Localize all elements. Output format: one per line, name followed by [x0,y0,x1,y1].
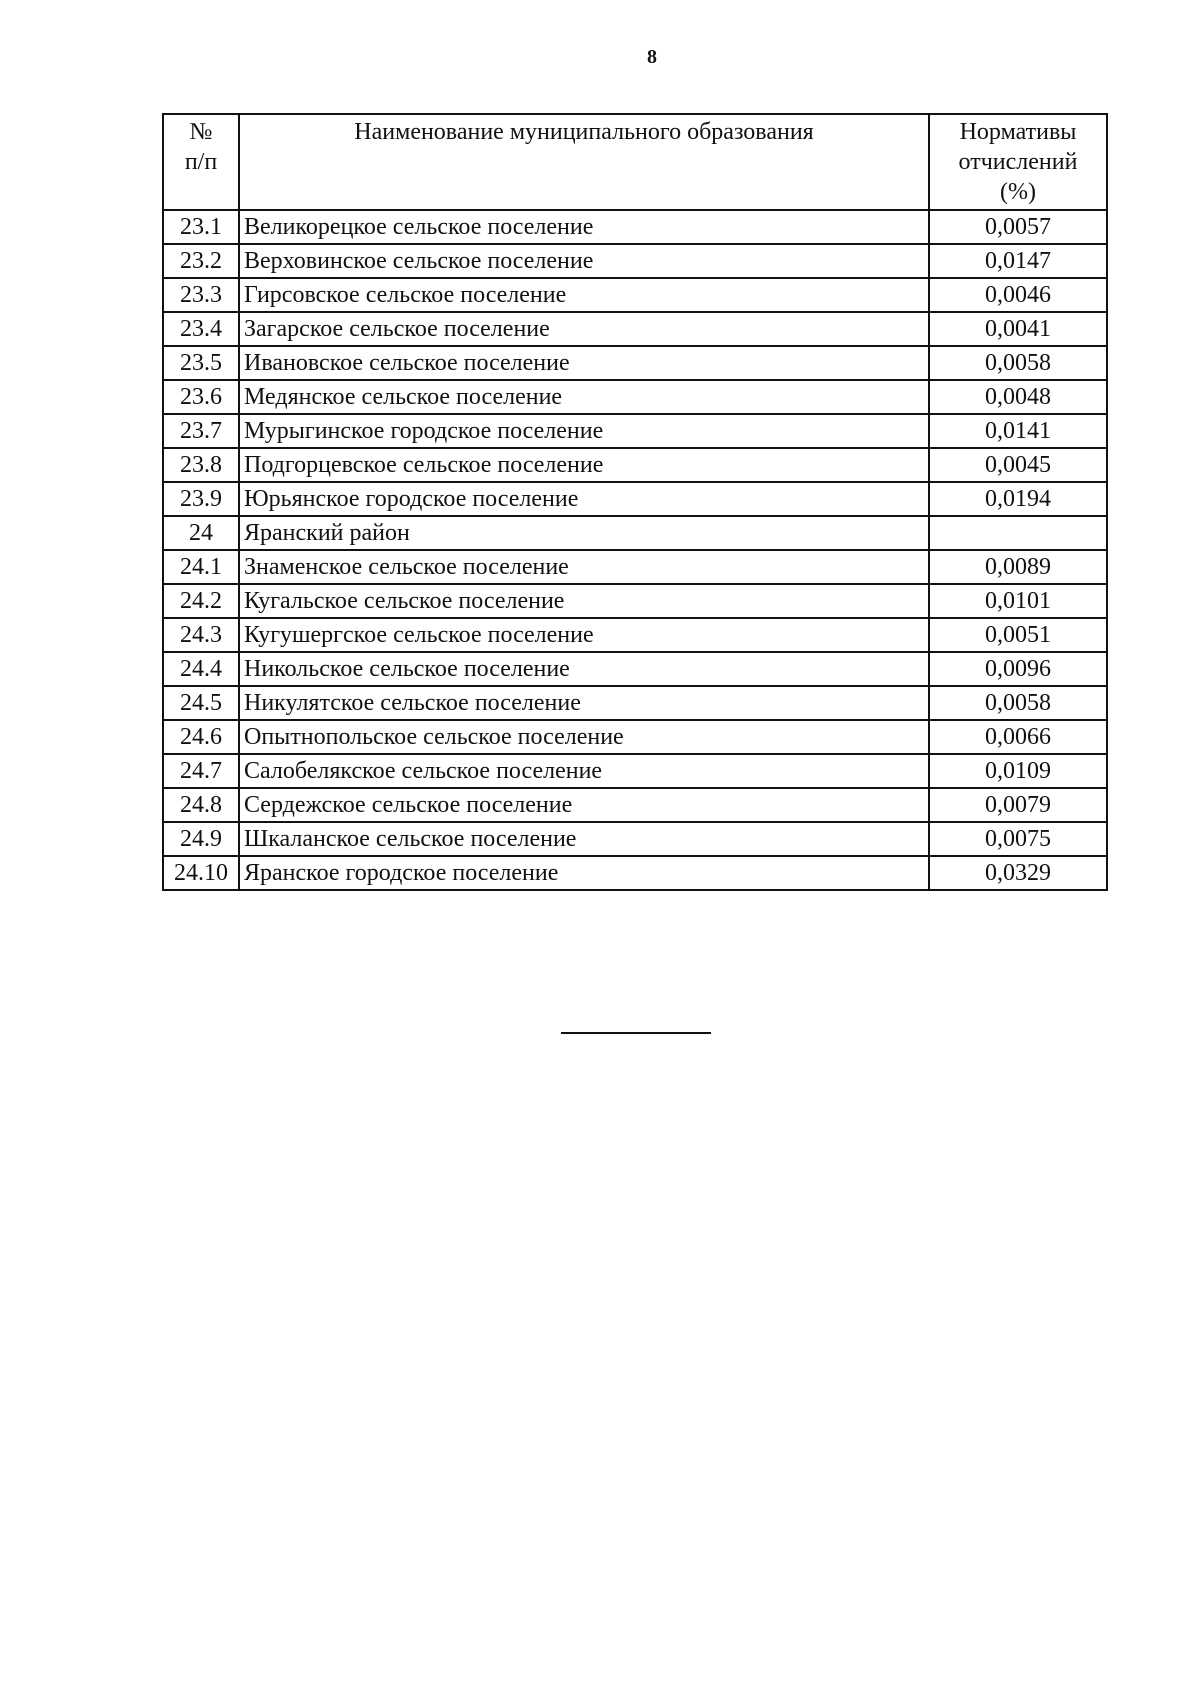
row-norm-value [929,516,1107,550]
table-body [163,210,1107,890]
row-municipality: Юрьянское городское поселение [239,482,929,516]
row-number: 24.7 [163,754,239,788]
row-number: 23.2 [163,244,239,278]
row-number: 24.4 [163,652,239,686]
row-municipality: Сердежское сельское поселение [239,788,929,822]
row-number: 24 [163,516,239,550]
header-allocation-norms [929,114,1107,210]
table-row [163,414,1107,448]
row-municipality: Никулятское сельское поселение [239,686,929,720]
row-municipality: Великорецкое сельское поселение [239,210,929,244]
row-number: 24.5 [163,686,239,720]
row-number: 24.10 [163,856,239,890]
row-norm-value: 0,0045 [929,448,1107,482]
header-value-line2: отчислений [958,149,1078,175]
row-norm-value: 0,0075 [929,822,1107,856]
table-row [163,482,1107,516]
row-number: 24.8 [163,788,239,822]
row-municipality: Опытнопольское сельское поселение [239,720,929,754]
table-row [163,788,1107,822]
row-municipality: Шкаланское сельское поселение [239,822,929,856]
row-number: 23.3 [163,278,239,312]
table-row [163,584,1107,618]
row-number: 24.3 [163,618,239,652]
table-row [163,652,1107,686]
row-norm-value: 0,0066 [929,720,1107,754]
row-municipality: Яранский район [239,516,929,550]
row-norm-value: 0,0194 [929,482,1107,516]
table-row [163,754,1107,788]
header-number-line2: п/п [184,149,218,175]
table-row [163,244,1107,278]
row-norm-value: 0,0046 [929,278,1107,312]
row-municipality: Ивановское сельское поселение [239,346,929,380]
row-norm-value: 0,0109 [929,754,1107,788]
row-norm-value: 0,0096 [929,652,1107,686]
table-row [163,822,1107,856]
row-municipality: Знаменское сельское поселение [239,550,929,584]
row-number: 24.1 [163,550,239,584]
page-number: 8 [647,46,657,68]
row-municipality: Загарское сельское поселение [239,312,929,346]
row-municipality: Никольское сельское поселение [239,652,929,686]
table-row [163,210,1107,244]
row-norm-value: 0,0058 [929,686,1107,720]
row-municipality: Гирсовское сельское поселение [239,278,929,312]
row-norm-value: 0,0041 [929,312,1107,346]
row-norm-value: 0,0329 [929,856,1107,890]
row-municipality: Верховинское сельское поселение [239,244,929,278]
row-norm-value: 0,0079 [929,788,1107,822]
row-municipality: Мурыгинское городское поселение [239,414,929,448]
row-norm-value: 0,0051 [929,618,1107,652]
header-number-line1: № [189,119,213,145]
row-norm-value: 0,0089 [929,550,1107,584]
row-number: 23.5 [163,346,239,380]
table-row [163,380,1107,414]
header-number [163,114,239,210]
row-norm-value: 0,0058 [929,346,1107,380]
table-row [163,448,1107,482]
row-number: 23.1 [163,210,239,244]
table-row [163,618,1107,652]
row-number: 23.6 [163,380,239,414]
row-municipality: Кугальское сельское поселение [239,584,929,618]
row-norm-value: 0,0141 [929,414,1107,448]
row-number: 24.2 [163,584,239,618]
table-row [163,346,1107,380]
table-row [163,550,1107,584]
header-value-line1: Нормативы [959,119,1077,145]
table-row [163,856,1107,890]
table-header [163,114,1107,210]
header-row [163,114,1107,210]
row-norm-value: 0,0101 [929,584,1107,618]
allocation-norms-table [162,113,1108,891]
row-norm-value: 0,0048 [929,380,1107,414]
row-number: 23.4 [163,312,239,346]
header-municipality-name: Наименование муниципального образования [239,114,929,210]
row-number: 24.9 [163,822,239,856]
row-municipality: Салобелякское сельское поселение [239,754,929,788]
table-row-district [163,516,1107,550]
header-value-line3: (%) [1000,179,1036,205]
row-municipality: Яранское городское поселение [239,856,929,890]
row-number: 24.6 [163,720,239,754]
row-norm-value: 0,0147 [929,244,1107,278]
table-row [163,278,1107,312]
row-number: 23.9 [163,482,239,516]
row-municipality: Медянское сельское поселение [239,380,929,414]
row-norm-value: 0,0057 [929,210,1107,244]
end-of-document-rule [561,1032,711,1034]
table-row [163,720,1107,754]
row-municipality: Подгорцевское сельское поселение [239,448,929,482]
row-number: 23.7 [163,414,239,448]
row-municipality: Кугушергское сельское поселение [239,618,929,652]
row-number: 23.8 [163,448,239,482]
table-row [163,686,1107,720]
table-row [163,312,1107,346]
